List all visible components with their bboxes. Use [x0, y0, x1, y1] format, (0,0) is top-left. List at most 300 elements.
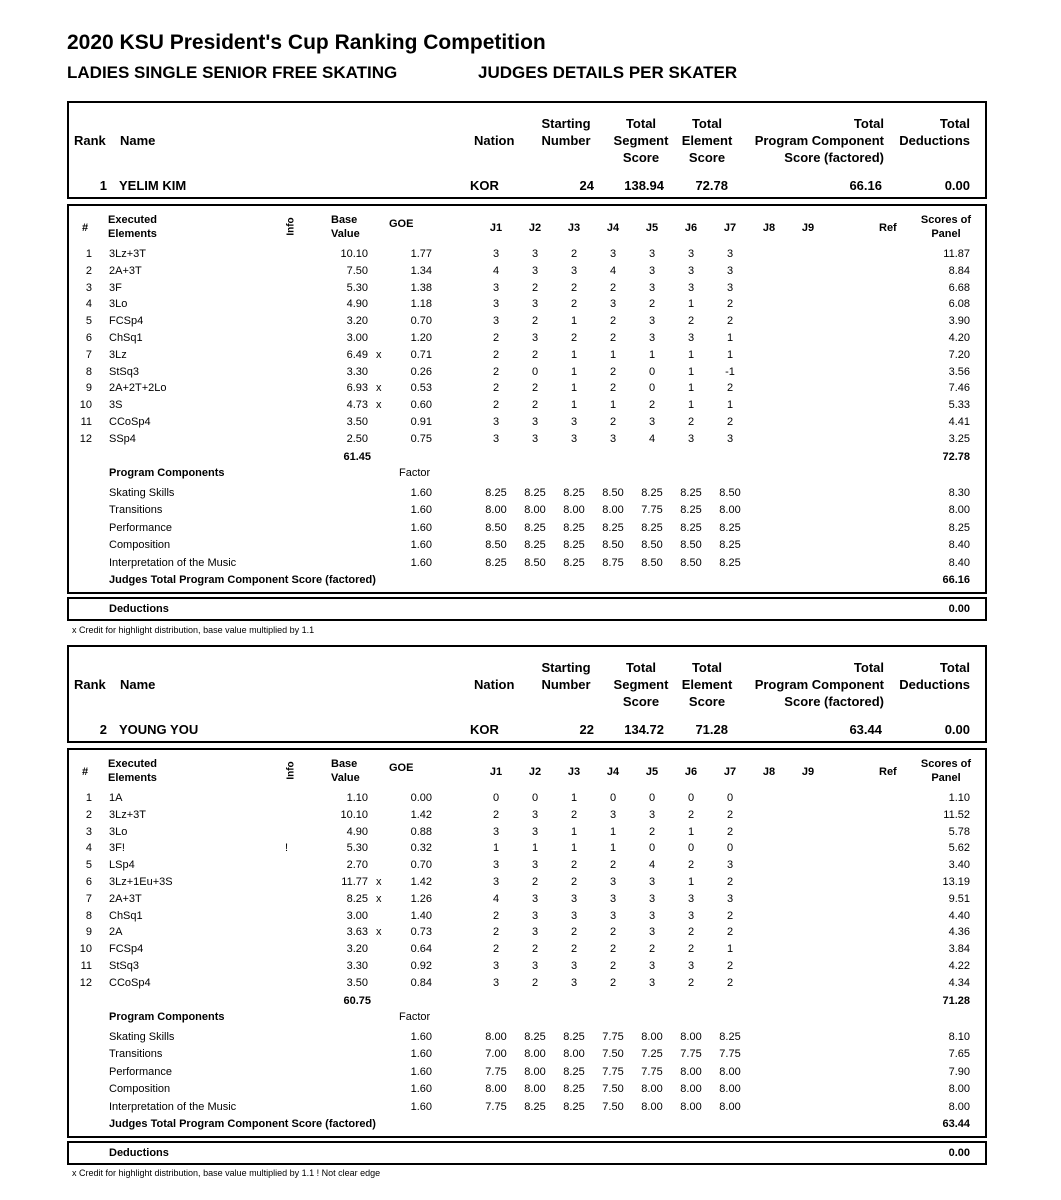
- element-goe: 0.71: [410, 348, 432, 361]
- event-subtitle: LADIES SINGLE SENIOR FREE SKATING: [67, 63, 398, 82]
- element-code: 1A: [109, 792, 123, 804]
- deductions-box: [67, 597, 987, 621]
- component-judge-score: 7.75: [485, 1065, 507, 1078]
- component-factor: 1.60: [410, 556, 432, 569]
- pcs-total: 66.16: [942, 574, 970, 586]
- element-judge-score: 1: [687, 382, 695, 395]
- element-judge-score: 0: [648, 382, 656, 395]
- program-components-label: Program Components: [109, 1011, 225, 1023]
- component-panel-score: 7.65: [948, 1048, 970, 1061]
- element-judge-score: 1: [648, 348, 656, 361]
- skater-total-deductions: 0.00: [944, 178, 970, 193]
- judge-header-j5: J5: [645, 766, 659, 778]
- element-judge-score: 2: [726, 825, 734, 838]
- element-judge-score: 2: [492, 348, 500, 361]
- element-judge-score: 2: [492, 399, 500, 412]
- element-judge-score: 2: [609, 416, 617, 428]
- element-judge-score: 1: [609, 825, 617, 838]
- element-judge-score: 3: [570, 976, 578, 989]
- element-number: 3: [85, 281, 92, 294]
- scores-of-panel-header: Scores of Panel: [920, 214, 972, 240]
- element-judge-score: 3: [492, 876, 500, 888]
- element-judge-score: 3: [531, 298, 539, 311]
- program-components-label: Program Components: [109, 467, 225, 479]
- info-header: Info: [285, 217, 297, 236]
- element-judge-score: 2: [570, 943, 578, 956]
- element-panel-score: 4.22: [948, 960, 970, 972]
- element-judge-score: 2: [648, 825, 656, 838]
- element-panel-score: 4.20: [948, 332, 970, 344]
- element-judge-score: 2: [609, 332, 617, 344]
- element-judge-score: 3: [648, 248, 656, 260]
- component-judge-score: 8.25: [719, 539, 741, 552]
- element-goe: 1.34: [410, 264, 432, 277]
- element-base-value: 6.49: [346, 348, 368, 361]
- element-base-value: 3.63: [346, 926, 368, 939]
- component-factor: 1.60: [410, 1100, 432, 1113]
- element-judge-score: 3: [687, 264, 695, 277]
- component-judge-score: 8.25: [563, 1083, 585, 1096]
- element-goe: 0.00: [410, 792, 432, 804]
- element-bonus-flag: x: [376, 399, 382, 412]
- element-panel-score: 4.41: [948, 416, 970, 428]
- component-judge-score: 7.50: [602, 1048, 624, 1061]
- element-judge-score: 2: [648, 399, 656, 412]
- element-number: 8: [85, 365, 92, 378]
- skater-nation: KOR: [470, 722, 499, 737]
- element-judge-score: 2: [726, 909, 734, 922]
- element-judge-score: 3: [726, 892, 734, 905]
- element-judge-score: 3: [609, 248, 617, 260]
- page-title: 2020 KSU President's Cup Ranking Competition: [67, 31, 546, 54]
- element-judge-score: 2: [492, 365, 500, 378]
- goe-header: GOE: [389, 218, 414, 230]
- element-number: 9: [85, 382, 92, 395]
- element-judge-score: 3: [531, 960, 539, 972]
- deductions-label: Deductions: [109, 603, 169, 615]
- element-goe: 1.42: [410, 808, 432, 821]
- judges-total-pcs-label: Judges Total Program Component Score (factored): [109, 1118, 376, 1130]
- element-code: 2A+3T: [109, 892, 142, 905]
- element-judge-score: 3: [687, 960, 695, 972]
- element-judge-score: 3: [531, 432, 539, 445]
- component-judge-score: 8.25: [719, 521, 741, 534]
- element-panel-score: 3.90: [948, 315, 970, 328]
- element-code: 3Lz: [109, 348, 127, 361]
- component-judge-score: 8.00: [485, 504, 507, 517]
- element-base-value: 3.50: [346, 416, 368, 428]
- element-judge-score: 1: [687, 825, 695, 838]
- base-value-total: 61.45: [343, 450, 371, 463]
- element-judge-score: 2: [531, 943, 539, 956]
- element-panel-score: 3.40: [948, 859, 970, 872]
- judge-header-j4: J4: [606, 766, 620, 778]
- component-judge-score: 8.25: [563, 521, 585, 534]
- element-number: 6: [85, 332, 92, 344]
- element-base-value: 6.93: [346, 382, 368, 395]
- component-judge-score: 8.50: [602, 487, 624, 499]
- element-judge-score: 3: [687, 892, 695, 905]
- component-panel-score: 8.40: [948, 556, 970, 569]
- element-judge-score: 3: [531, 909, 539, 922]
- ref-header: Ref: [879, 222, 897, 234]
- component-judge-score: 8.00: [485, 1031, 507, 1043]
- component-judge-score: 8.25: [563, 1100, 585, 1113]
- element-goe: 0.70: [410, 315, 432, 328]
- component-judge-score: 8.00: [680, 1100, 702, 1113]
- component-judge-score: 8.50: [524, 556, 546, 569]
- component-name: Transitions: [109, 504, 163, 517]
- element-judge-score: 2: [648, 943, 656, 956]
- component-factor: 1.60: [410, 1065, 432, 1078]
- element-code: 3Lz+3T: [109, 808, 146, 821]
- element-judge-score: 3: [492, 281, 500, 294]
- element-judge-score: 2: [609, 926, 617, 939]
- skater-rank: 1: [99, 178, 107, 193]
- element-judge-score: 1: [726, 943, 734, 956]
- executed-elements-header: Executed Elements: [108, 214, 157, 240]
- element-base-value: 5.30: [346, 281, 368, 294]
- component-judge-score: 8.25: [524, 1031, 546, 1043]
- component-panel-score: 8.00: [948, 1100, 970, 1113]
- component-name: Performance: [109, 521, 172, 534]
- element-base-value: 11.77: [341, 876, 368, 888]
- total-segment-score-header: Total Segment Score: [613, 116, 669, 165]
- total-segment-score-header: Total Segment Score: [613, 660, 669, 709]
- element-number: 5: [85, 315, 92, 328]
- element-goe: 0.70: [410, 859, 432, 872]
- number-header: #: [82, 766, 89, 778]
- skater-tes: 71.28: [695, 722, 728, 737]
- component-judge-score: 8.50: [719, 487, 741, 499]
- component-judge-score: 8.00: [524, 1065, 546, 1078]
- element-judge-score: 3: [531, 892, 539, 905]
- element-goe: 1.40: [410, 909, 432, 922]
- element-panel-score: 1.10: [948, 792, 970, 804]
- element-judge-score: 2: [726, 808, 734, 821]
- element-judge-score: 4: [492, 892, 500, 905]
- component-panel-score: 8.00: [948, 1083, 970, 1096]
- element-base-value: 3.00: [346, 332, 368, 344]
- element-base-value: 5.30: [346, 842, 368, 855]
- element-judge-score: 3: [531, 332, 539, 344]
- component-judge-score: 8.25: [563, 487, 585, 499]
- element-panel-score: 5.78: [948, 825, 970, 838]
- element-goe: 0.75: [410, 432, 432, 445]
- component-judge-score: 8.25: [524, 487, 546, 499]
- component-factor: 1.60: [410, 1031, 432, 1043]
- element-judge-score: 0: [648, 842, 656, 855]
- element-base-value: 4.90: [346, 825, 368, 838]
- skater-pcs: 63.44: [849, 722, 882, 737]
- element-judge-score: 2: [687, 943, 695, 956]
- element-judge-score: 2: [609, 960, 617, 972]
- element-code: CCoSp4: [109, 416, 151, 428]
- component-judge-score: 8.50: [680, 539, 702, 552]
- total-pcs-header: Total Program Component Score (factored): [754, 660, 884, 709]
- element-panel-score: 3.84: [948, 943, 970, 956]
- component-factor: 1.60: [410, 1083, 432, 1096]
- element-judge-score: 2: [531, 281, 539, 294]
- element-judge-score: 4: [492, 264, 500, 277]
- component-judge-score: 8.25: [485, 556, 507, 569]
- element-judge-score: 3: [492, 432, 500, 445]
- component-judge-score: 8.25: [602, 521, 624, 534]
- component-judge-score: 8.25: [719, 1031, 741, 1043]
- component-judge-score: 8.00: [719, 1100, 741, 1113]
- element-judge-score: 3: [648, 332, 656, 344]
- element-judge-score: 3: [726, 859, 734, 872]
- element-judge-score: 1: [609, 348, 617, 361]
- element-judge-score: -1: [725, 365, 735, 378]
- judge-header-j1: J1: [489, 222, 503, 234]
- element-code: 2A: [109, 926, 123, 939]
- element-judge-score: 0: [531, 792, 539, 804]
- component-judge-score: 7.75: [641, 1065, 663, 1078]
- number-header: #: [82, 222, 89, 234]
- total-deductions-header: Total Deductions: [899, 660, 970, 692]
- element-judge-score: 1: [570, 792, 578, 804]
- element-judge-score: 2: [609, 382, 617, 395]
- element-judge-score: 3: [726, 432, 734, 445]
- element-number: 11: [80, 416, 92, 428]
- element-panel-score: 6.08: [948, 298, 970, 311]
- judge-header-j7: J7: [723, 766, 737, 778]
- skater-total-deductions: 0.00: [944, 722, 970, 737]
- element-judge-score: 3: [726, 281, 734, 294]
- component-judge-score: 8.50: [602, 539, 624, 552]
- element-number: 9: [85, 926, 92, 939]
- skater-name: YOUNG YOU: [119, 722, 199, 737]
- component-factor: 1.60: [410, 487, 432, 499]
- element-judge-score: 2: [726, 416, 734, 428]
- component-judge-score: 7.75: [680, 1048, 702, 1061]
- element-number: 7: [85, 348, 92, 361]
- judge-header-j9: J9: [801, 766, 815, 778]
- component-judge-score: 8.25: [680, 487, 702, 499]
- component-judge-score: 8.25: [524, 1100, 546, 1113]
- element-judge-score: 3: [687, 432, 695, 445]
- element-judge-score: 2: [609, 365, 617, 378]
- component-judge-score: 8.00: [680, 1065, 702, 1078]
- element-goe: 0.92: [410, 960, 432, 972]
- element-code: StSq3: [109, 960, 139, 972]
- skater-tss: 134.72: [624, 722, 664, 737]
- element-code: StSq3: [109, 365, 139, 378]
- element-judge-score: 3: [648, 876, 656, 888]
- footnote: x Credit for highlight distribution, base value multiplied by 1.1 ! Not clear edge: [72, 1168, 381, 1178]
- component-judge-score: 8.00: [524, 504, 546, 517]
- skater-tes: 72.78: [695, 178, 728, 193]
- element-judge-score: 2: [687, 315, 695, 328]
- element-base-value: 1.10: [346, 792, 368, 804]
- element-judge-score: 3: [492, 315, 500, 328]
- element-number: 1: [85, 248, 92, 260]
- element-judge-score: 2: [687, 859, 695, 872]
- judge-header-j2: J2: [528, 766, 542, 778]
- goe-header: GOE: [389, 762, 414, 774]
- component-judge-score: 8.25: [485, 487, 507, 499]
- element-judge-score: 0: [726, 792, 734, 804]
- element-judge-score: 1: [609, 399, 617, 412]
- element-judge-score: 3: [531, 825, 539, 838]
- footnote: x Credit for highlight distribution, base value multiplied by 1.1: [72, 625, 315, 635]
- element-goe: 0.64: [410, 943, 432, 956]
- element-code: ChSq1: [109, 909, 143, 922]
- component-judge-score: 8.25: [524, 521, 546, 534]
- element-number: 12: [79, 432, 92, 445]
- element-judge-score: 2: [531, 399, 539, 412]
- component-judge-score: 8.50: [680, 556, 702, 569]
- element-base-value: 4.90: [346, 298, 368, 311]
- component-judge-score: 8.00: [485, 1083, 507, 1096]
- element-goe: 1.77: [410, 248, 432, 260]
- name-header: Name: [120, 133, 156, 148]
- component-judge-score: 7.50: [602, 1083, 624, 1096]
- element-judge-score: 2: [726, 876, 734, 888]
- element-judge-score: 2: [492, 382, 500, 395]
- element-panel-score: 5.62: [948, 842, 970, 855]
- element-judge-score: 3: [609, 876, 617, 888]
- element-panel-score: 9.51: [948, 892, 970, 905]
- total-pcs-header: Total Program Component Score (factored): [754, 116, 884, 165]
- element-judge-score: 1: [531, 842, 539, 855]
- element-judge-score: 1: [570, 348, 578, 361]
- element-base-value: 3.30: [346, 365, 368, 378]
- element-judge-score: 3: [570, 264, 578, 277]
- starting-number-header: Starting Number: [541, 116, 591, 148]
- element-panel-score: 7.46: [948, 382, 970, 395]
- component-judge-score: 8.00: [719, 1083, 741, 1096]
- component-judge-score: 8.00: [641, 1031, 663, 1043]
- component-judge-score: 8.75: [602, 556, 624, 569]
- element-judge-score: 1: [726, 399, 734, 412]
- element-code: SSp4: [109, 432, 136, 445]
- element-judge-score: 3: [492, 825, 500, 838]
- element-judge-score: 3: [726, 264, 734, 277]
- component-panel-score: 8.00: [948, 504, 970, 517]
- element-judge-score: 1: [570, 399, 578, 412]
- element-goe: 1.20: [410, 332, 432, 344]
- element-judge-score: 3: [492, 248, 500, 260]
- judge-header-j3: J3: [567, 766, 581, 778]
- element-code: 3Lz+1Eu+3S: [109, 876, 173, 888]
- element-judge-score: 2: [570, 859, 578, 872]
- element-base-value: 10.10: [340, 248, 368, 260]
- component-judge-score: 8.00: [641, 1083, 663, 1096]
- element-judge-score: 3: [648, 960, 656, 972]
- element-judge-score: 3: [531, 264, 539, 277]
- component-name: Performance: [109, 1065, 172, 1078]
- element-judge-score: 3: [531, 859, 539, 872]
- element-panel-score: 3.56: [948, 365, 970, 378]
- component-judge-score: 7.75: [485, 1100, 507, 1113]
- element-judge-score: 2: [648, 298, 656, 311]
- element-judge-score: 1: [492, 842, 500, 855]
- element-judge-score: 3: [531, 926, 539, 939]
- element-panel-score: 6.68: [948, 281, 970, 294]
- element-number: 11: [80, 960, 92, 972]
- element-judge-score: 4: [609, 264, 617, 277]
- element-judge-score: 2: [726, 298, 734, 311]
- element-judge-score: 3: [570, 416, 578, 428]
- element-judge-score: 3: [609, 808, 617, 821]
- deductions-label: Deductions: [109, 1147, 169, 1159]
- element-code: 3F!: [109, 842, 125, 855]
- element-judge-score: 3: [570, 909, 578, 922]
- element-judge-score: 2: [570, 332, 578, 344]
- element-judge-score: 3: [570, 432, 578, 445]
- element-code: 2A+2T+2Lo: [109, 382, 167, 395]
- element-judge-score: 3: [687, 909, 695, 922]
- judge-header-j3: J3: [567, 222, 581, 234]
- element-code: 3Lo: [109, 825, 128, 838]
- element-judge-score: 2: [492, 332, 500, 344]
- element-number: 3: [85, 825, 92, 838]
- component-judge-score: 8.00: [563, 1048, 585, 1061]
- component-judge-score: 8.00: [602, 504, 624, 517]
- component-panel-score: 8.10: [948, 1031, 970, 1043]
- base-value-total: 60.75: [343, 994, 371, 1007]
- component-judge-score: 8.25: [563, 539, 585, 552]
- judges-total-pcs-label: Judges Total Program Component Score (factored): [109, 574, 376, 586]
- nation-header: Nation: [474, 133, 515, 148]
- component-judge-score: 8.50: [641, 539, 663, 552]
- element-base-value: 3.20: [346, 315, 368, 328]
- component-judge-score: 8.25: [680, 504, 702, 517]
- judge-header-j6: J6: [684, 222, 698, 234]
- element-goe: 0.60: [410, 399, 432, 412]
- judge-header-j8: J8: [762, 766, 776, 778]
- component-name: Interpretation of the Music: [109, 1100, 237, 1113]
- element-panel-score: 4.36: [948, 926, 970, 939]
- element-judge-score: 3: [570, 960, 578, 972]
- element-judge-score: 3: [570, 892, 578, 905]
- element-base-value: 7.50: [346, 264, 368, 277]
- component-panel-score: 8.40: [948, 539, 970, 552]
- component-judge-score: 8.25: [641, 521, 663, 534]
- judge-header-j9: J9: [801, 222, 815, 234]
- component-factor: 1.60: [410, 1048, 432, 1061]
- element-judge-score: 3: [492, 976, 500, 989]
- element-score-total: 72.78: [942, 450, 970, 463]
- element-code: 3S: [109, 399, 123, 412]
- element-number: 2: [85, 808, 92, 821]
- skater-rank: 2: [99, 722, 107, 737]
- component-judge-score: 7.75: [602, 1065, 624, 1078]
- deductions-value: 0.00: [948, 1147, 970, 1159]
- element-code: ChSq1: [109, 332, 143, 344]
- deductions-value: 0.00: [948, 603, 970, 615]
- element-panel-score: 11.52: [943, 808, 970, 821]
- element-judge-score: 3: [531, 248, 539, 260]
- element-judge-score: 4: [648, 859, 656, 872]
- element-goe: 0.88: [410, 825, 432, 838]
- skater-starting-number: 22: [579, 722, 594, 737]
- element-code: 3Lo: [109, 298, 128, 311]
- element-judge-score: 2: [609, 281, 617, 294]
- component-name: Interpretation of the Music: [109, 556, 237, 569]
- element-judge-score: 2: [687, 808, 695, 821]
- element-goe: 0.26: [410, 365, 432, 378]
- element-base-value: 8.25: [346, 892, 368, 905]
- report-subtitle: JUDGES DETAILS PER SKATER: [478, 63, 738, 82]
- element-judge-score: 2: [492, 909, 500, 922]
- element-goe: 0.84: [410, 976, 432, 989]
- judge-header-j1: J1: [489, 766, 503, 778]
- element-judge-score: 1: [570, 315, 578, 328]
- element-judge-score: 2: [570, 876, 578, 888]
